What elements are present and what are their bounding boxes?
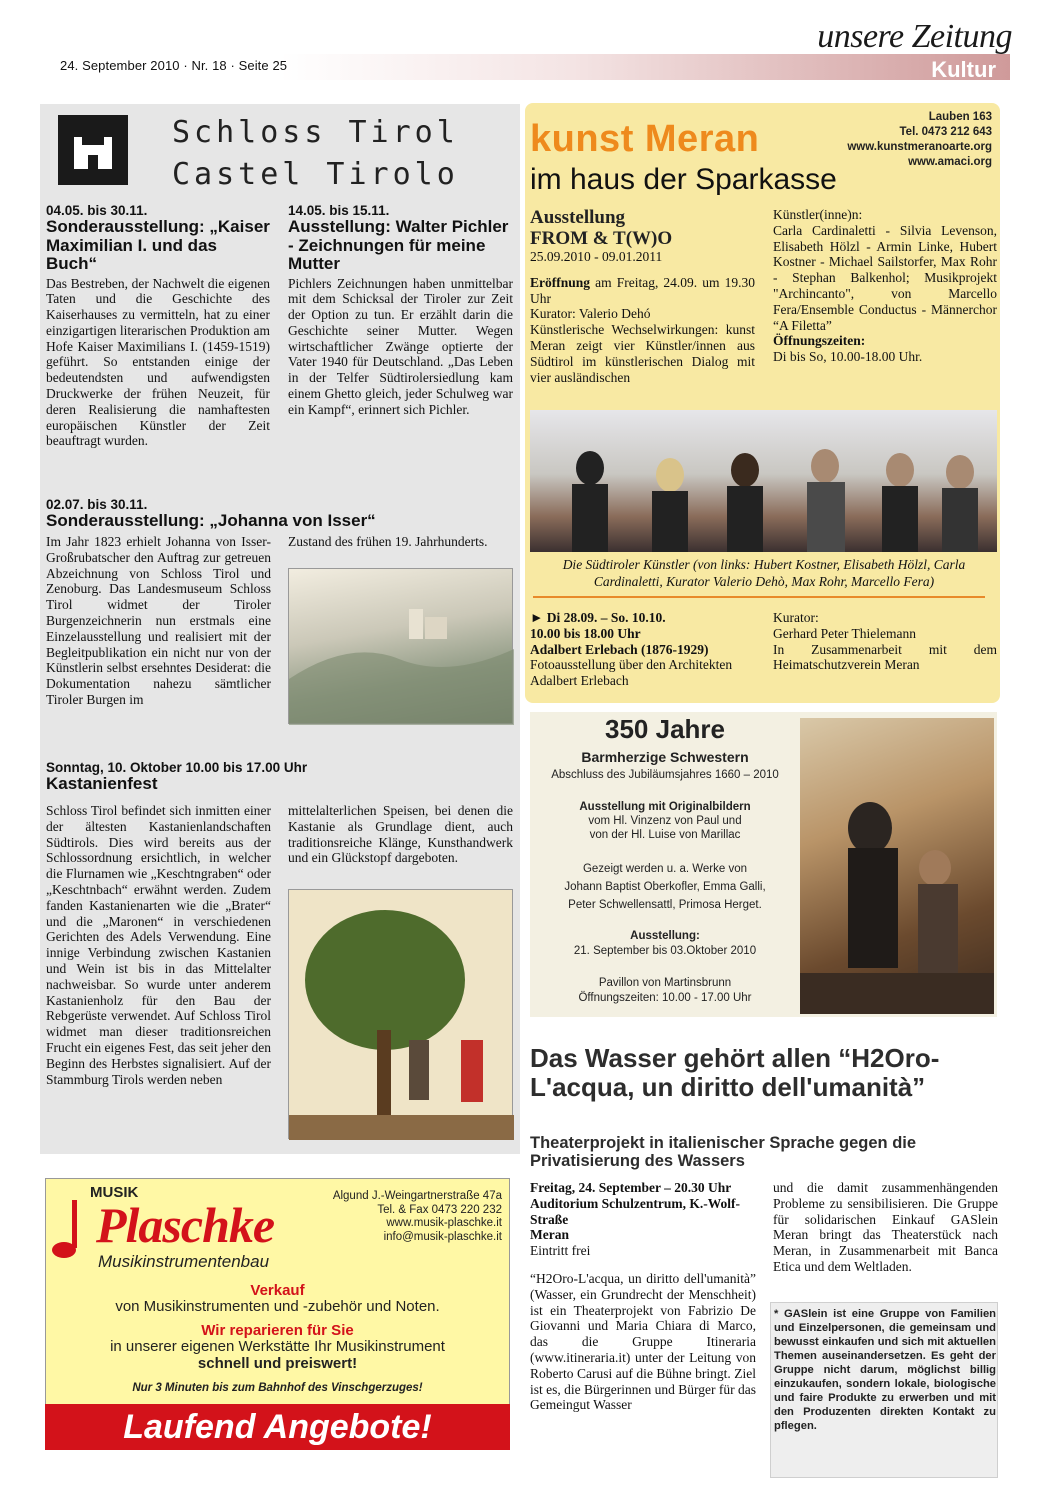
wasser-city: Meran [530,1227,569,1243]
header-band [280,54,1010,80]
schloss-title-line1: Schloss Tirol [172,115,459,150]
isser-date: 02.07. bis 30.11. [46,497,148,512]
wasser-title: Das Wasser gehört allen “H2Oro-L'acqua, un diritto dell'umanità” [530,1043,940,1102]
ad-verkauf-label: Verkauf [250,1282,305,1299]
ad-email-link[interactable]: info@musik-plaschke.it [383,1230,502,1243]
exhibition-description: Künstlerische Wechselwirkungen: kunst Meran zeigt vier Künstler/innen aus Südtirol im künstlerischen Dialog mit vier ausländischen [530,322,755,385]
pichler-title: Ausstellung: Walter Pichler - Zeichnungen für meine Mutter [288,217,509,273]
erlebach-curator-label: Kurator: [773,610,819,625]
jahre-dates-label: Ausstellung: [630,930,700,942]
maximilian-article [46,203,270,449]
artists-label: Künstler(inne)n: [773,207,863,222]
ad-repair-text: in unserer eigenen Werkstätte Ihr Musikinstrument [110,1338,445,1355]
kastanien-date: Sonntag, 10. Oktober 10.00 bis 17.00 Uhr [46,760,308,775]
section-label: Kultur [931,57,996,82]
artists-group-photo [530,410,997,552]
ad-contact [333,1190,502,1244]
kastanien-body-right: mittelalterlichen Speisen, bei denen die Kastanie als Grundlage dient, auch traditionsreiche Klänge, Kunsthandwerk und ein Glückstopf dargeboten. [288,803,513,866]
jahre-place: Pavillon von Martinsbrunn [598,977,732,989]
section-divider [533,596,985,598]
jahre-ausst-line2: vom Hl. Vinzenz von Paul und [588,815,742,827]
opening-text: am Freitag, 24.09. um 19.30 Uhr [530,274,756,306]
jahre-ausst-line3: von der Hl. Luise von Marillac [589,829,741,841]
kunst-website-link[interactable]: www.kunstmeranoarte.org [847,141,992,153]
ad-distance: Nur 3 Minuten bis zum Bahnhof des Vinschgerzuges! [132,1382,423,1394]
pichler-article [288,203,513,418]
pichler-body: Pichlers Zeichnungen haben unmittelbar mit dem Schicksal der Tiroler zur Zeit der Option zu tun. Er erzählt darin die Geschichte seiner Mutter. Wegen wirtschaftlicher Zwänge optierte der Vater 1940 für Deutschland. „Das Leben in der Telfer Südtirolersiedlung kam einem Ghetto gleich, jeder Schulweg war ein Kampf“, erinnert sich Pichler. [288,275,513,417]
newspaper-brand: unsere Zeitung [817,18,1012,55]
erlebach-dates: ► Di 28.09. – So. 10.10. [530,610,666,625]
castle-logo-icon [58,115,128,185]
exhibition-name: FROM & T(W)O [530,228,673,249]
ad-tagline: Musikinstrumentenbau [98,1252,270,1271]
jahre-dates: 21. September bis 03.Oktober 2010 [573,945,757,957]
erlebach-partner: In Zusammenarbeit mit dem Heimatschutzverein Meran [773,641,997,673]
wasser-left-column [530,1180,756,1413]
ad-musik-label: MUSIK [90,1184,139,1201]
isser-title: Sonderausstellung: „Johanna von Isser“ [46,511,376,530]
gaslein-note: * GASlein ist eine Gruppe von Familien und Einzelpersonen, die gemeinsam und bewusst einkaufen und sich mit aktuellen Themen auseinandersetzen. Es geht der Gruppe nicht darum, möglichst billig einzukaufen, sondern lokale, biologische und faire Produkte zu erwerben und mit den Produzenten direkten Kontakt zu pflegen. [774,1308,996,1432]
isser-body-left: Im Jahr 1823 erhielt Johanna von Isser-Großrubatscher den Auftrag zur getreuen Abzeichnung von Schloss Tirol und Zenoburg. Das Landesmuseum Schloss Tirol widmet der Tiroler Burgenzeichnerin nun erstmals eine Einzelausstellung und realisiert mit der Begleitpublikation ein nicht nur von der Künstlerin selbst ersehntes Desiderat: die Dokumentation nahezu sämtlicher Tiroler Burgen im [46,534,271,707]
jahre-works-line1: Gezeigt werden u. a. Werke von [582,863,748,875]
ad-banner-text: Laufend Angebote! [123,1408,432,1446]
hours-label: Öffnungszeiten: [773,333,866,349]
wasser-body-left: “H2Oro-L'acqua, un diritto dell'umanità” (Wasser, ein Grundrecht der Menschheit) ist ein Theaterprojekt von Fabrizio De Giovanni und Maria Chiara di Marco, das die Gruppe Itineraria (www.itineraria.it) unter der Leitung von Roberto Carusi auf die Bühne bringt. Ziel ist es, die Bürgerinnen und Bürger für das Gemeingut Wasser [530,1270,756,1413]
ad-address: Algund J.-Weingartnerstraße 47a [332,1190,502,1202]
isser-body-right: Zustand des frühen 19. Jahrhunderts. [288,534,488,549]
wasser-body-right: und die damit zusammenhängenden Probleme zu sensibilisieren. Die Gruppe für solidarischen Einkauf GASlein Meran bringt das Theaterstück nach Meran, in Zusammenarbeit mit Banca Etica und dem Weltladen. [773,1180,998,1274]
opening-label: Eröffnung [530,274,591,290]
erlebach-time: 10.00 bis 18.00 Uhr [530,625,641,641]
erlebach-title: Adalbert Erlebach (1876-1929) [530,641,709,657]
amaci-website-link[interactable]: www.amaci.org [908,156,992,168]
schloss-title-line2: Castel Tirolo [172,157,459,192]
hours-text: Di bis So, 10.00-18.00 Uhr. [773,349,923,365]
erlebach-description: Fotoausstellung über den Architekten Adalbert Erlebach [530,657,733,689]
ad-repair-label: Wir reparieren für Sie [201,1322,354,1339]
erlebach-curator: Gerhard Peter Thielemann [773,625,916,641]
jahre-subtitle: Barmherzige Schwestern [581,749,749,765]
kunst-subtitle: im haus der Sparkasse [530,163,837,196]
wasser-when: Freitag, 24. September – 20.30 Uhr [530,1180,732,1195]
issue-meta: 24. September 2010 · Nr. 18 · Seite 25 [60,58,288,73]
ad-repair-text2: schnell und preiswert! [197,1355,358,1372]
kunst-contact [847,110,992,170]
erlebach-curator-block [773,610,997,673]
kastanien-body-left: Schloss Tirol befindet sich inmitten einer der ältesten Kastanienlandschaften Südtirols. Dies wird bereits aus der Schlossordnung ersichtlich, in welcher die Flurnamen wie „Keschtngraben“ oder „Keschtnbach“ erwähnt werden. Zudem fanden Kastanienarten wie die „Brater“ und die „Maronen“ in verschiedenen Gerichten des Adels Verwendung. Eine innige Verbindung zwischen Kastanien und Wein ist bis in das Mittelalter nachweisbar. So wurde unter anderem Kastanienholz für den Bau der Rebgerüste verwendet. Auf Schloss Tirol widmet man dieser traditionsreichen Frucht ein eigenes Fest, das seit jeher den Beginn des Herbstes signalisiert. Auf der Stammburg Tirols werden neben [46,803,271,1087]
kastanien-title: Kastanienfest [46,774,158,793]
artists-list: Carla Cardinaletti - Silvia Levenson, Elisabeth Hölzl - Armin Linke, Hubert Kostner - Michael Sailstorfer, Max Rohr - Stephan Balkenhol; Musikprojekt "Archincanto", von Marcello Fera/Ensemble Conductus - Männerchor “A Filetta” [773,222,997,333]
curator-line: Kurator: Valerio Dehó [530,306,651,322]
erlebach-block [530,610,755,689]
exhibition-label: Ausstellung [530,207,626,228]
ad-website-link[interactable]: www.musik-plaschke.it [386,1217,502,1229]
jahre-title: 350 Jahre [605,714,725,744]
jahre-ausst-label: Ausstellung mit Originalbildern [579,801,751,813]
kastanien-heading [46,760,516,794]
maximilian-date: 04.05. bis 30.11. [46,203,148,218]
kunst-phone: Tel. 0473 212 643 [899,126,992,138]
wasser-entry: Eintritt frei [530,1243,591,1259]
jahre-hours: Öffnungszeiten: 10.00 - 17.00 Uhr [578,992,752,1004]
ad-verkauf-text: von Musikinstrumenten und -zubehör und Noten. [115,1298,440,1315]
exhibition-dates: 25.09.2010 - 09.01.2011 [530,249,663,264]
kunst-address: Lauben 163 [928,111,992,123]
artists-block [773,207,997,365]
chestnut-tree-image [288,889,513,1139]
isser-drawing-image [288,568,513,724]
religious-painting-image [800,718,994,1014]
schloss-title [172,112,459,196]
maximilian-body: Das Bestreben, der Nachwelt die eigenen Taten und die Geschichte des Kaiserhauses zu vermitteln, hat zu einer einzigartigen literarischen Produktion am Hofe Kaiser Maximilians I. (1459-1519) geführt. So entstanden einige der bedeutendsten und aufwendigsten Druckwerke der frühen Neuzeit, für deren Realisierung die namhaftesten europäischen Künstler der Zeit beauftragt wurden. [46,275,270,449]
from-two-block [530,207,755,385]
kunst-title: kunst Meran [530,118,760,160]
ad-brand: Plaschke [96,1197,275,1253]
jahre-works-line2: Johann Baptist Oberkofler, Emma Galli, [564,881,766,893]
ad-phone: Tel. & Fax 0473 220 232 [377,1203,502,1216]
jahre-line1: Abschluss des Jubiläumsjahres 1660 – 2010 [551,769,779,781]
maximilian-title: Sonderausstellung: „Kaiser Maximilian I. und das Buch“ [46,217,270,273]
pichler-date: 14.05. bis 15.11. [288,203,390,218]
wasser-subtitle: Theaterprojekt in italienischer Sprache gegen die Privatisierung des Wassers [530,1134,917,1170]
jahre-works-line3: Peter Schwellensattl, Primosa Herget. [568,899,762,911]
isser-heading [46,497,516,531]
music-note-icon [50,1200,80,1260]
photo-caption: Die Südtiroler Künstler (von links: Hubert Kostner, Elisabeth Hölzl, Carla Cardinaletti, Kurator Valerio Dehò, Max Rohr, Marcello Fera) [562,557,966,589]
wasser-venue: Auditorium Schulzentrum, K.-Wolf-Straße [530,1195,741,1227]
